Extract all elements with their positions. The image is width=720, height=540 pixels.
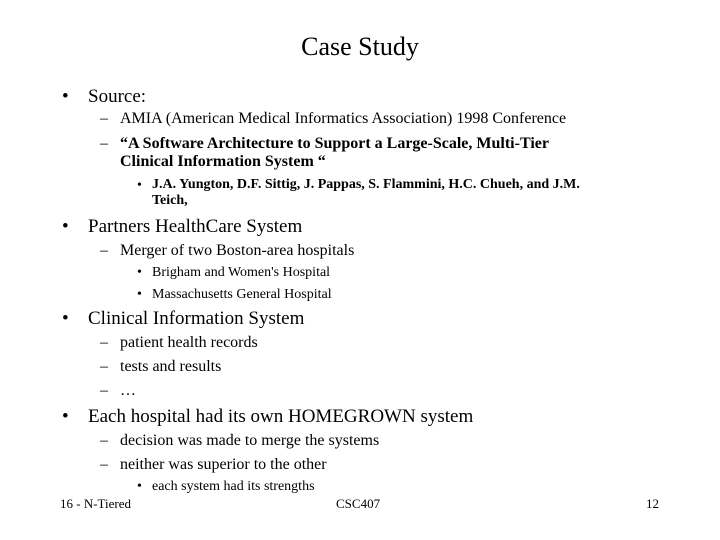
list-item-source: Source: bbox=[88, 86, 147, 107]
bullet-marker: • bbox=[137, 479, 142, 494]
list-item-tests: tests and results bbox=[120, 358, 222, 375]
dash-marker: – bbox=[100, 135, 108, 152]
list-item-ellipsis: … bbox=[120, 382, 136, 399]
list-item-clinical-system: Clinical Information System bbox=[88, 308, 305, 329]
dash-marker: – bbox=[100, 432, 108, 449]
bullet-marker: • bbox=[62, 86, 69, 107]
list-item-mgh: Massachusetts General Hospital bbox=[152, 287, 332, 302]
bullet-marker: • bbox=[62, 308, 69, 329]
list-item-health-records: patient health records bbox=[120, 334, 258, 351]
bullet-marker: • bbox=[62, 406, 69, 427]
list-item-authors: J.A. Yungton, D.F. Sittig, J. Pappas, S. Flammini, H.C. Chueh, and J.M. bbox=[152, 177, 580, 192]
slide-title: Case Study bbox=[301, 32, 419, 61]
footer-left: 16 - N-Tiered bbox=[60, 496, 132, 511]
dash-marker: – bbox=[100, 382, 108, 399]
list-item-partners: Partners HealthCare System bbox=[88, 216, 303, 237]
footer-center: CSC407 bbox=[336, 496, 381, 511]
list-item-authors-cont: Teich, bbox=[152, 193, 188, 208]
bullet-marker: • bbox=[137, 287, 142, 302]
list-item-strengths: each system had its strengths bbox=[152, 479, 315, 494]
dash-marker: – bbox=[100, 358, 108, 375]
list-item-neither-superior: neither was superior to the other bbox=[120, 456, 327, 473]
list-item-merger: Merger of two Boston-area hospitals bbox=[120, 242, 355, 259]
dash-marker: – bbox=[100, 334, 108, 351]
bullet-marker: • bbox=[137, 178, 142, 193]
list-item-conference: AMIA (American Medical Informatics Association) 1998 Conference bbox=[120, 110, 567, 127]
footer-page-number: 12 bbox=[646, 496, 659, 511]
list-item-paper-title: “A Software Architecture to Support a Large-Scale, Multi-Tier bbox=[120, 135, 549, 152]
list-item-merge-decision: decision was made to merge the systems bbox=[120, 432, 380, 449]
dash-marker: – bbox=[100, 110, 108, 127]
bullet-marker: • bbox=[62, 216, 69, 237]
list-item-homegrown: Each hospital had its own HOMEGROWN system bbox=[88, 406, 474, 427]
bullet-marker: • bbox=[137, 265, 142, 280]
dash-marker: – bbox=[100, 242, 108, 259]
list-item-paper-title-cont: Clinical Information System “ bbox=[120, 153, 326, 170]
list-item-brigham: Brigham and Women's Hospital bbox=[152, 265, 331, 280]
dash-marker: – bbox=[100, 456, 108, 473]
